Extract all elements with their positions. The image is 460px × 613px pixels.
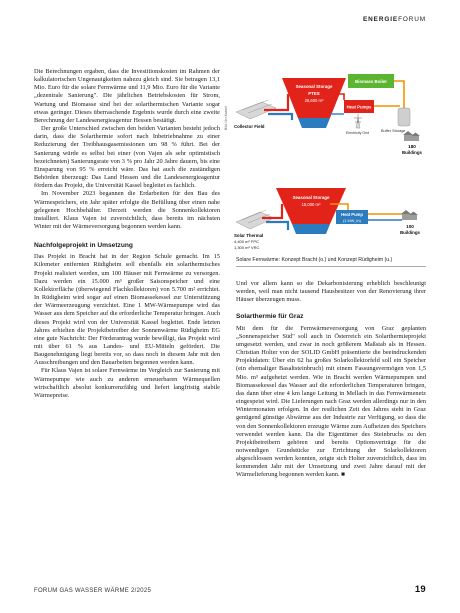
solar-thermal-icon <box>236 210 274 229</box>
page-number: 19 <box>414 584 426 595</box>
figure-caption: Solare Fernwärme: Konzept Bracht (o.) und Konzept Rüdigheim (u.) <box>236 257 426 267</box>
journal-name: FORUM GAS WASSER WÄRME 2/2025 <box>34 588 152 594</box>
electricity-grid-icon <box>354 114 362 128</box>
buildings-icon <box>401 210 418 220</box>
buildings-count: 100 <box>406 224 414 229</box>
vrc-area: 1,300 m² VRC <box>234 245 260 250</box>
biomass-boiler-label: Biomass Boiler <box>355 79 387 84</box>
paragraph: Das Projekt in Bracht hat in der Region Schule gemacht. Im 15 Kilometer entfernten Rüdigheim soll ebenfalls ein solarthermisches Projekt realisiert werden, um 100 Häuser mit Fernwärme zu versorgen. Dazu werden ein 15.000 m³ großer Saisonspeicher und eine Kollektorfläche (überwiegend Flachkollektoren) von 5.700 m² errichtet. In Rüdigheim wird sogar auf einen Biomassekessel zur Unterstützung der Wärmeerzeugung verzichtet. Eine 1 MW-Wärmepumpe wird das Wasser aus dem Speicher auf die erforderliche Temperatur bringen. Auch dieses Projekt wird von der Universität Kassel begleitet. Ende letzten Jahres erhielten die Projektbetreiber der Sonnenwärme Rüdigheim EG eine gute Nachricht: Der Förderantrag wurde bewilligt, das Projekt wird mit über 61 % aus Landes- und EU-Mitteln gefördert. Die Baugenehmigung liegt bereits vor, so dass noch in diesem Jahr mit den Ausschreibungen und den Bauarbeiten begonnen werden kann. <box>34 253 220 367</box>
buffer-storage-tank <box>398 108 410 126</box>
left-column <box>34 68 220 400</box>
paragraph: Im November 2023 begannen die Erdarbeiten für den Bau des Wärmespeichers, ein Jahr später erfolgte die Befüllung über einen nahe gelegenen Hochbehälter. Derzeit werden die Sonnenkollektoren installiert. Klaus Vajen ist zuversichtlich, dass bereits im nächsten Winter mit der Wärmeversorgung begonnen werden kann. <box>34 190 220 230</box>
collector-field-label: Collector Field <box>234 124 265 129</box>
storage-label: Seasonal Storage <box>295 84 333 89</box>
district-heating-diagram <box>226 64 426 268</box>
end-mark: ■ <box>341 471 346 479</box>
fpc-area: 4,400 m² FPC <box>234 239 259 244</box>
solar-thermal-label: Solar Thermal <box>234 233 264 238</box>
paragraph: Und vor allem kann so die Dekarbonisierung erheblich beschleunigt werden, weil man nicht tausend Hausbesitzer von der Renovierung ihrer Häuser überzeugen muss. <box>236 280 426 304</box>
buildings-count: 180 <box>408 144 416 149</box>
paragraph: Der große Unterschied zwischen den beiden Varianten besteht jedoch darin, dass die Solarthermie sofort nach Inbetriebnahme zu einer Reduzierung der Treibhausgasemissionen um 98 % führt. Bei der Sanierung würde es selbst bei einer (von Vajen als sehr optimistisch bezeichneten) Sanierungsrate von 3 % pro Jahr 20 Jahre dauern, bis eine Einsparung von 95 % erreicht wäre. Das hat auch die zuständigen Behörden überzeugt: Das Land Hessen und die Landesenergieagentur fördern das Projekt, die Universität Kassel begleitet es fachlich. <box>34 125 220 190</box>
concept-ruedigheim <box>234 188 421 250</box>
heat-pump-power: (1 MW_th) <box>343 219 361 223</box>
buildings-label: Buildings <box>401 150 423 155</box>
buildings-label: Buildings <box>399 230 421 235</box>
section-heading: Solarthermie für Graz <box>236 313 304 321</box>
storage-volume: 15,000 m³ <box>301 202 321 207</box>
paragraph: Mit dem für die Fernwärmeversorgung von Graz geplanten „Sonnenspeicher Süd" soll auch in Österreich ein Solarthermieprojekt umgesetzt werden, und zwar in noch größerem Maßstab als in Hessen. Christian Holter von der SOLID GmbH präsentierte die beeindruckenden Projektdaten: Über ein 62 ha großes Solarkollektorfeld soll ein Speicher (ein ehemaliger Basaltsteinbruch) mit einem Fassungsvermögen von 1,5 Mio. m³ aufgeheizt werden. Wie in Bracht werden Wärmepumpen und Biomassekessel das Wasser auf die erforderlichen Temperaturen bringen, das dann über eine 4 km lange Leitung in Mellach in das Fernwärmenetz eingespeist wird. Die Lieferungen nach Graz werden allerdings nur in den Wintermonaten erfolgen. In der restlichen Zeit des Jahres steht in Graz genügend günstige Abwärme aus der Industrie zur Verfügung, so dass die von den Sonnenkollektoren erzeugte Wärme zum Aufheizen des Speichers verwendet werden kann. Da die Eigentümer des Steinbruchs zu den Projektbetreibern gehören und bereits Optionsverträge für die notwendigen Grundstücke zur Errichtung der Solarkollektoren abgeschlossen werden konnten, zeigte sich Holter zuversichtlich, dass im kommenden Jahr mit der Umsetzung und zwei Jahre darauf mit der Wärmelieferung begonnen werden kann. ■ <box>236 324 426 479</box>
right-column <box>236 280 426 480</box>
section-heading: Nachfolgeprojekt in Umsetzung <box>34 242 133 250</box>
buildings-icon <box>403 131 420 141</box>
heat-pump-label: Heat Pump <box>341 212 363 217</box>
paragraph: Die Berechnungen ergaben, dass die Investitionskosten im Rahmen der kalkulatorischen Ungenauigkeiten nahezu gleich sind. Sie betragen 13,1 Mio. Euro für die solare Fernwärme und 11,9 Mio. Euro für die Variante „dezentrale Sanierung". Die jährlichen Betriebskosten für Strom, Wartung und Biomasse sind bei der solarthermischen Variante sogar etwas geringer. Dieses überraschende Ergebnis wurde durch eine zweite Berechnung der Landesenergieagentur Hessen bestätigt. <box>34 68 220 124</box>
paragraph: Für Klaus Vajen ist solare Fernwärme im Vergleich zur Sanierung mit Wärmepumpe wie auch zu anderen erneuerbaren Wärmequellen wirtschaftlich absolut konkurrenzfähig und liefert langfristig stabile Wärmepreise. <box>34 367 220 399</box>
storage-volume: 26,600 m³ <box>304 98 324 103</box>
concept-bracht <box>234 74 423 155</box>
ptes-label: PTES <box>308 91 320 96</box>
buffer-storage-label: Buffer Storage <box>381 129 406 133</box>
magazine-section-header: ENERGIEFORUM <box>362 16 426 23</box>
storage-label: Seasonal Storage <box>292 195 330 200</box>
page-footer <box>34 584 426 595</box>
electricity-grid-label: Electricity Grid <box>346 131 370 135</box>
photo-credit: Bild: Uni Kassel <box>224 106 228 130</box>
heat-pumps-label: Heat Pumps <box>346 104 372 110</box>
